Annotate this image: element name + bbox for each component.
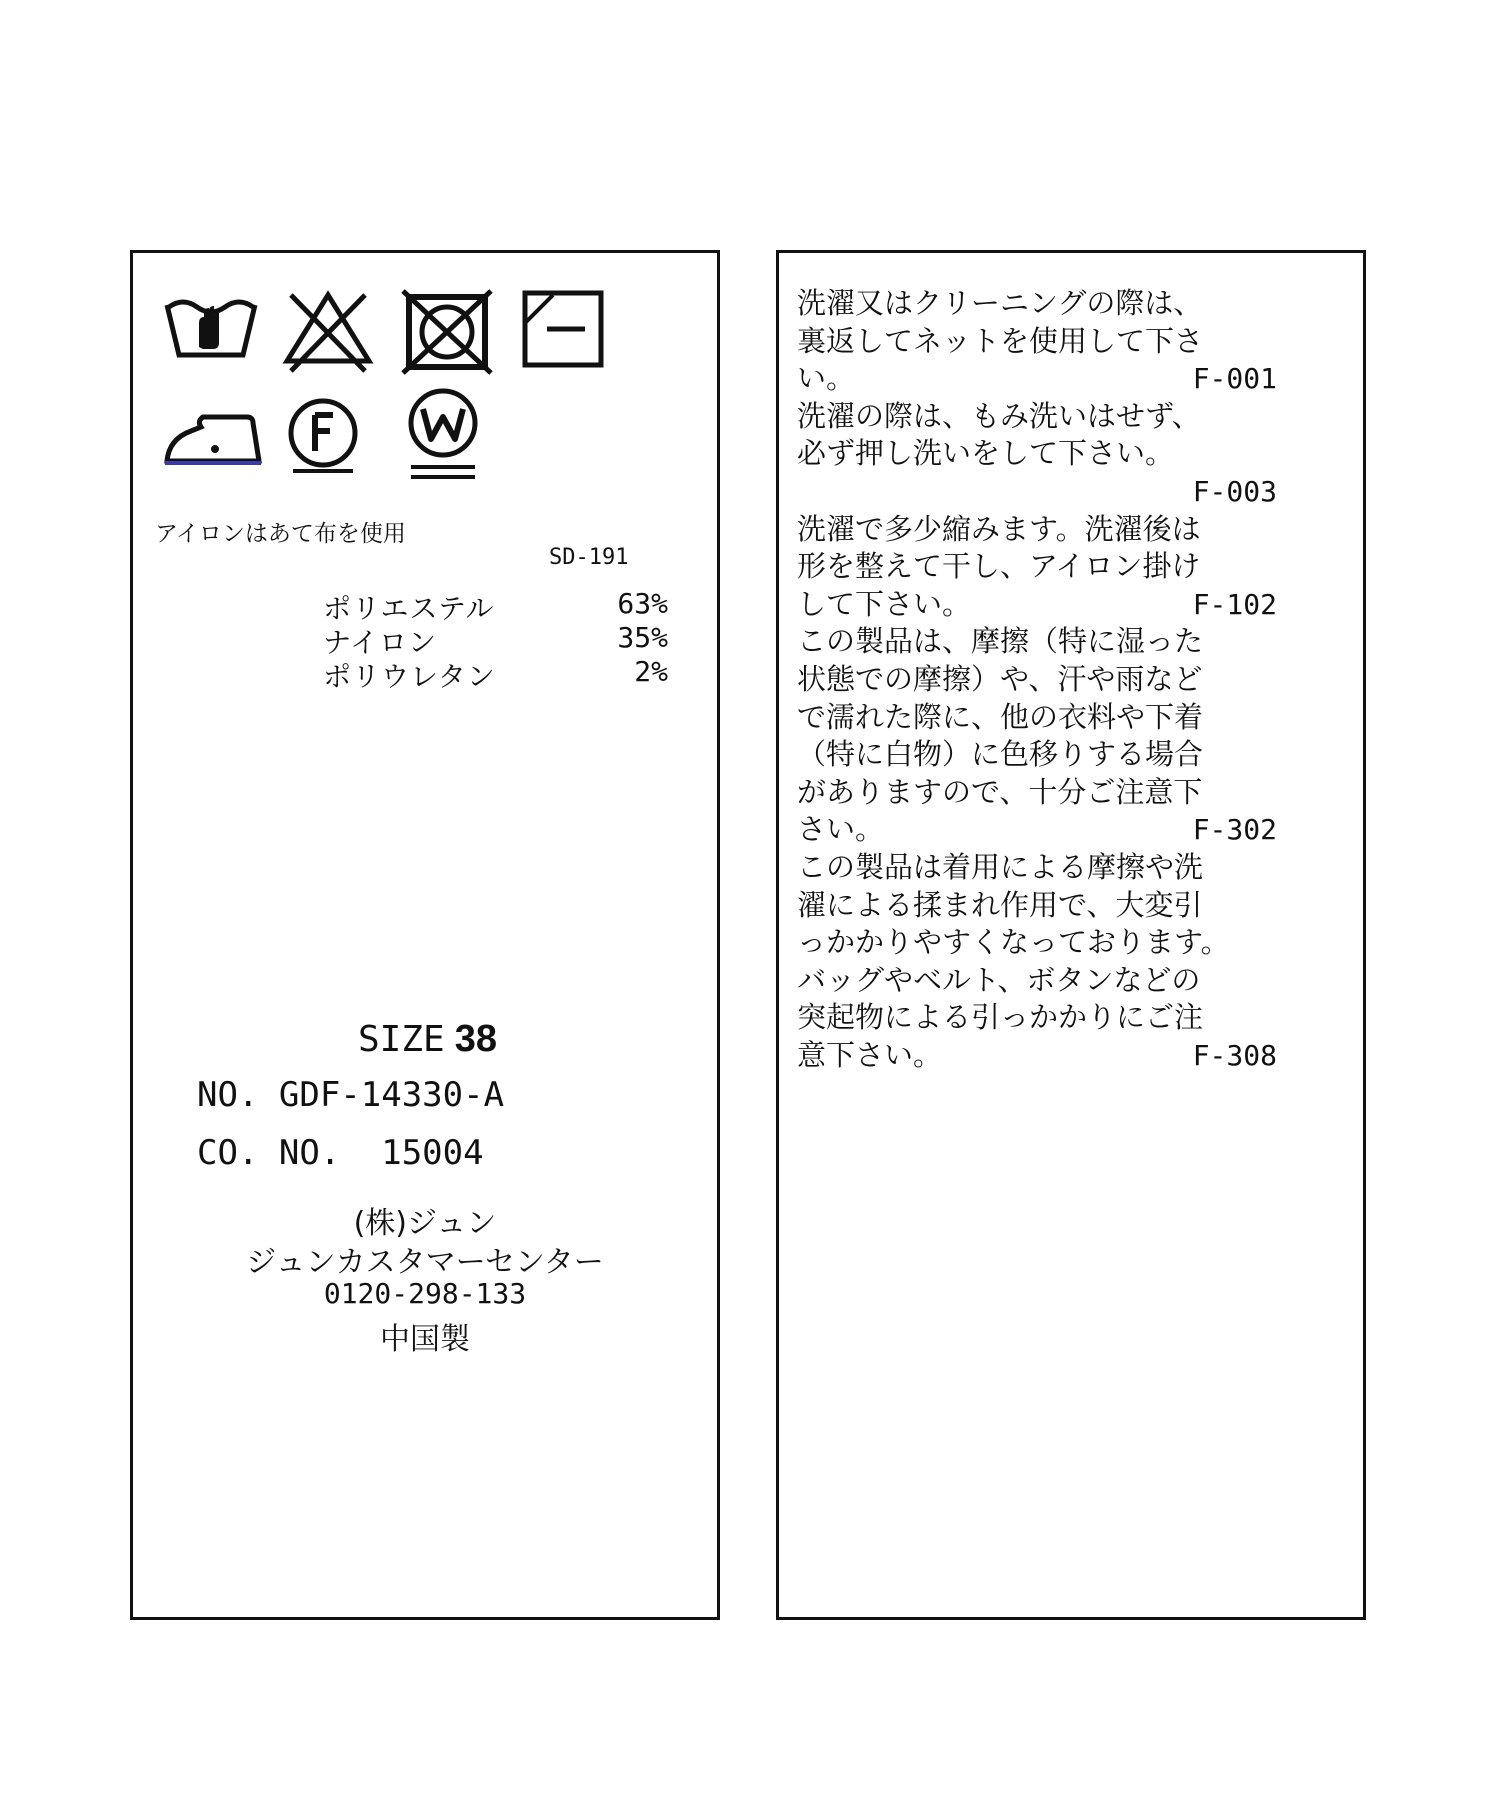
care-line (797, 811, 1277, 849)
care-line-text: っかかりやすくなっております。 (797, 925, 1230, 960)
care-line-text: で濡れた際に、他の衣料や下着 (797, 699, 1204, 734)
care-code: F-302 (1192, 813, 1277, 847)
fiber-percent: 35% (617, 621, 668, 654)
care-line-text: 突起物による引っかかりにご注 (797, 1000, 1204, 1035)
care-line (797, 1037, 1277, 1075)
dry-flat-shade-icon (521, 289, 607, 371)
care-line-text: （特に白物）に色移りする場合 (797, 737, 1204, 772)
care-line-text: 洗濯の際は、もみ洗いはせず、 (797, 398, 1201, 433)
fiber-percent: 63% (617, 587, 668, 620)
country-of-origin: 中国製 (380, 1322, 470, 1357)
size-value: 38 (454, 1018, 497, 1060)
care-line (797, 398, 1277, 436)
company-name: (株)ジュン (353, 1206, 497, 1241)
care-instructions-label (776, 250, 1366, 1620)
product-number: NO. GDF-14330-A (197, 1075, 505, 1115)
care-line-text: 裏返してネットを使用して下さ (797, 323, 1204, 358)
size-label: SIZE (358, 1019, 445, 1060)
care-line (797, 736, 1277, 774)
care-line-text: この製品は着用による摩擦や洗 (797, 849, 1204, 884)
care-line-text: がありますので、十分ご注意下 (797, 774, 1203, 809)
care-line-text: い。 (797, 361, 856, 396)
dry-clean-f-icon (283, 393, 363, 473)
care-line (797, 360, 1277, 398)
care-line-text: 洗濯で多少縮みます。洗濯後は (797, 511, 1201, 546)
care-line-text: 濯による揉まれ作用で、大変引 (797, 887, 1203, 922)
care-line (797, 699, 1277, 737)
care-instructions-text (797, 285, 1277, 1074)
care-line (797, 924, 1277, 962)
care-line-text: 必ず押し洗いをして下さい。 (797, 436, 1175, 471)
care-line (797, 285, 1277, 323)
care-line (797, 623, 1277, 661)
hand-wash-icon (163, 289, 259, 365)
care-line-text: 状態での摩擦）や、汗や雨など (797, 661, 1203, 696)
care-line-text: さい。 (797, 812, 885, 847)
care-line-text: して下さい。 (797, 586, 972, 621)
care-line-text: 洗濯又はクリーニングの際は、 (797, 286, 1203, 320)
care-line (797, 323, 1277, 361)
no-bleach-icon (281, 289, 375, 375)
wet-clean-w-icon (403, 385, 483, 481)
care-line (797, 962, 1277, 1000)
fiber-row (323, 587, 668, 625)
phone-number: 0120-298-133 (323, 1277, 527, 1310)
iron-note: アイロンはあて布を使用 (155, 521, 406, 547)
sd-code: SD-191 (549, 545, 629, 570)
care-line (797, 887, 1277, 925)
care-line (797, 999, 1277, 1037)
care-line-text: 形を整えて干し、アイロン掛け (797, 549, 1201, 584)
no-tumble-dry-icon (399, 289, 495, 375)
care-line (797, 849, 1277, 887)
care-line (797, 548, 1277, 586)
care-line (797, 435, 1277, 473)
care-code: F-102 (1192, 587, 1277, 621)
fiber-percent: 2% (634, 655, 668, 688)
fiber-row (323, 621, 668, 659)
care-line (797, 586, 1277, 624)
co-number: CO. NO. 15004 (197, 1133, 484, 1173)
fiber-name: ポリエステル (323, 592, 495, 625)
care-line-text: 意下さい。 (797, 1037, 943, 1072)
care-line (797, 473, 1277, 511)
fiber-name: ポリウレタン (323, 660, 496, 693)
fiber-row (323, 655, 668, 693)
care-line-text: この製品は、摩擦（特に湿った (797, 624, 1204, 659)
care-line (797, 661, 1277, 699)
care-code: F-003 (1192, 474, 1277, 508)
size-line (358, 1018, 497, 1061)
customer-center: ジュンカスタマーセンター (246, 1245, 604, 1280)
fiber-name: ナイロン (323, 626, 438, 659)
care-code: F-001 (1192, 362, 1277, 396)
care-line (797, 511, 1277, 549)
care-line (797, 774, 1277, 812)
care-code: F-308 (1192, 1038, 1277, 1072)
composition-label (130, 250, 720, 1620)
care-line-text: バッグやベルト、ボタンなどの (797, 962, 1201, 997)
iron-low-temp-icon (161, 409, 265, 467)
